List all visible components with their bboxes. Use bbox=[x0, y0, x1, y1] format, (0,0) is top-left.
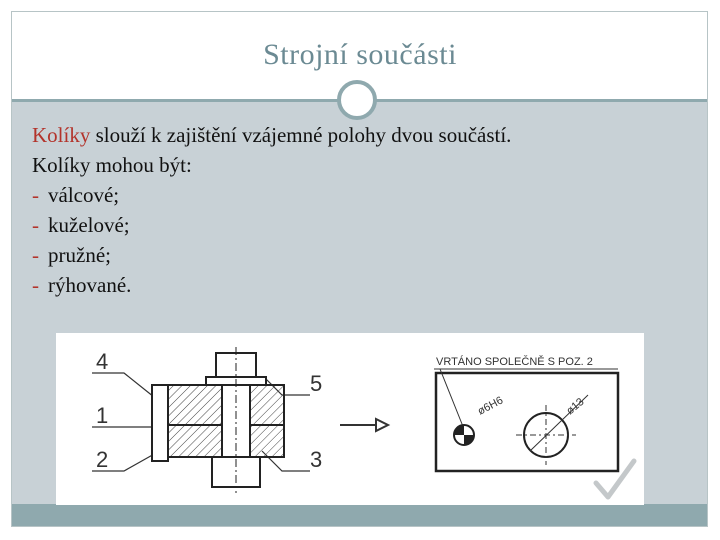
list-item bbox=[32, 270, 511, 300]
subtitle-line: Kolíky mohou být: bbox=[32, 153, 192, 177]
list-item bbox=[32, 240, 511, 270]
list-item bbox=[32, 180, 511, 210]
plate-top-view bbox=[436, 373, 618, 471]
page-title: Strojní součásti bbox=[263, 38, 457, 71]
dowel-pin bbox=[152, 385, 168, 461]
body-text bbox=[32, 120, 511, 300]
bullet-text: kuželové; bbox=[48, 213, 130, 237]
bullet-marker: - bbox=[32, 183, 39, 207]
part-number-label: 3 bbox=[310, 447, 323, 472]
bullet-marker: - bbox=[32, 213, 39, 237]
part-number-label: 4 bbox=[96, 349, 109, 374]
intro-line bbox=[32, 120, 511, 150]
drill-note: VRTÁNO SPOLEČNĚ S POZ. 2 bbox=[436, 356, 593, 368]
drawing-svg bbox=[56, 333, 644, 505]
bullet-marker: - bbox=[32, 273, 39, 297]
upper-plate bbox=[156, 385, 284, 425]
arrow-right-icon bbox=[340, 419, 388, 431]
technical-drawing bbox=[56, 333, 644, 505]
pin-hole-marker bbox=[454, 425, 474, 445]
bullet-text: válcové; bbox=[48, 183, 120, 207]
dim-label-left: ø6H6 bbox=[475, 394, 506, 418]
part-number-label: 1 bbox=[96, 403, 109, 428]
lower-plate bbox=[156, 425, 284, 457]
part-number-label: 2 bbox=[96, 447, 109, 472]
part-number-label: 5 bbox=[310, 371, 323, 396]
intro-rest: slouží k zajištění vzájemné polohy dvou součástí. bbox=[90, 123, 512, 147]
bullet-marker: - bbox=[32, 243, 39, 267]
bullet-text: pružné; bbox=[48, 243, 111, 267]
footer-band bbox=[12, 504, 707, 526]
dim-label-right: ø13 bbox=[564, 395, 587, 418]
list-item bbox=[32, 210, 511, 240]
bullet-text: rýhované. bbox=[48, 273, 132, 297]
highlight-term: Kolíky bbox=[32, 123, 91, 147]
circle-ornament-icon bbox=[337, 80, 377, 120]
